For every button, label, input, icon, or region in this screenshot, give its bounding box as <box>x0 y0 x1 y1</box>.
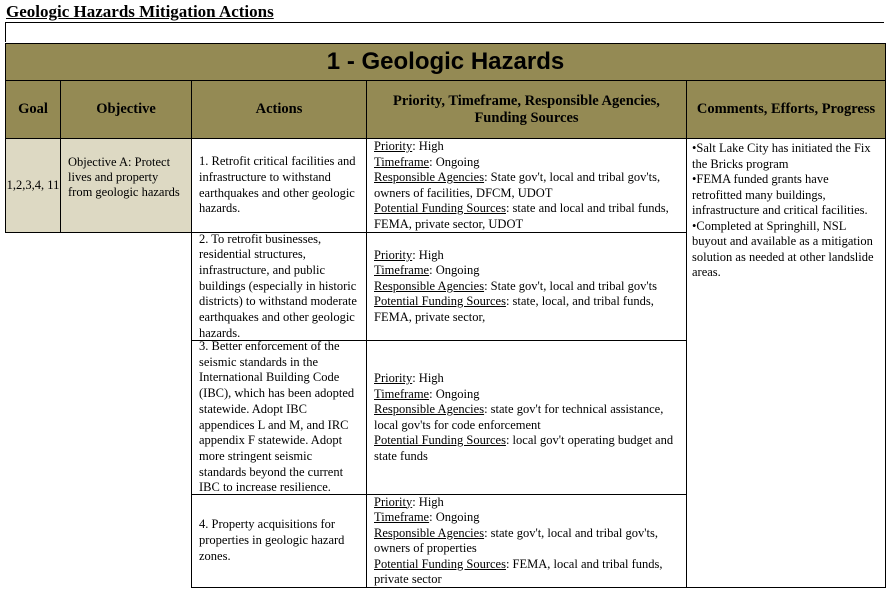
funding-value: : local gov't operating budget and state funds <box>374 433 674 463</box>
funding-value: : state and local and tribal funds, FEMA, private sector, UDOT <box>374 201 669 231</box>
funding-value: : FEMA, local and tribal funds, private sector <box>374 556 663 586</box>
header-priority: Priority, Timeframe, Responsible Agencies, Funding Sources <box>366 80 687 139</box>
action-cell: 4. Property acquisitions for properties in geologic hazard zones. <box>191 494 367 588</box>
priority-value: : High <box>412 139 444 153</box>
priority-value: : High <box>412 247 444 262</box>
section-banner: 1 - Geologic Hazards <box>5 43 886 81</box>
timeframe-value: : Ongoing <box>429 510 480 524</box>
priority-value: : High <box>412 371 444 385</box>
priority-label: Priority <box>374 247 413 262</box>
priority-cell <box>366 232 687 341</box>
agencies-label: Responsible Agencies <box>374 525 485 540</box>
agencies-label: Responsible Agencies <box>374 278 485 293</box>
comments-cell <box>686 138 886 588</box>
comment-item: •Salt Lake City has initiated the Fix the Bricks program <box>692 141 871 171</box>
agencies-value: : State gov't, local and tribal gov'ts <box>484 278 657 293</box>
agencies-value: : state gov't for technical assistance, local gov'ts for code enforcement <box>374 402 664 432</box>
header-goal: Goal <box>5 80 61 139</box>
funding-label: Potential Funding Sources <box>374 433 506 447</box>
action-cell: 3. Better enforcement of the seismic standards in the International Building Code (IBC), which has been adopted statewide. Adopt IBC appendices L and M, and IRC appendix F statewide. Adopt more stringent seismic standards beyond the current IBC to increase resilience. <box>191 340 367 495</box>
funding-value: : state, local, and tribal funds, FEMA, private sector, <box>374 294 654 324</box>
priority-label: Priority <box>374 494 413 509</box>
funding-label: Potential Funding Sources <box>374 294 506 309</box>
action-cell: 2. To retrofit businesses, residential structures, infrastructure, and public buildings (especially in historic districts) to withstand moderate earthquakes and other geologic hazards. <box>191 232 367 341</box>
funding-label: Potential Funding Sources <box>374 556 506 571</box>
timeframe-value: : Ongoing <box>429 386 480 401</box>
goal-cell: 1,2,3,4, 11 <box>5 138 61 233</box>
objective-cell: Objective A: Protect lives and property from geologic hazards <box>60 138 192 233</box>
action-cell: 1. Retrofit critical facilities and infrastructure to withstand earthquakes and other geologic hazards. <box>191 138 367 233</box>
header-comments: Comments, Efforts, Progress <box>686 80 886 139</box>
funding-label: Potential Funding Sources <box>374 201 506 215</box>
timeframe-label: Timeframe <box>374 510 430 524</box>
timeframe-label: Timeframe <box>374 154 430 169</box>
timeframe-value: : Ongoing <box>429 263 480 278</box>
timeframe-label: Timeframe <box>374 263 430 278</box>
agencies-value: : State gov't, local and tribal gov'ts, owners of facilities, DFCM, UDOT <box>374 170 661 200</box>
timeframe-label: Timeframe <box>374 386 430 401</box>
priority-cell <box>366 138 687 233</box>
header-actions: Actions <box>191 80 367 139</box>
agencies-value: : state gov't, local and tribal gov'ts, owners of properties <box>374 525 658 555</box>
priority-cell <box>366 494 687 588</box>
agencies-label: Responsible Agencies <box>374 170 485 184</box>
header-objective: Objective <box>60 80 192 139</box>
comment-item: •FEMA funded grants have retrofitted many buildings, infrastructure and critical facilities. <box>692 172 868 217</box>
priority-value: : High <box>412 494 444 509</box>
comment-item: •Completed at Springhill, NSL buyout and available as a mitigation solution as needed at other landslide areas. <box>692 218 874 279</box>
agencies-label: Responsible Agencies <box>374 402 485 416</box>
timeframe-value: : Ongoing <box>429 154 480 169</box>
blank-row <box>5 22 884 42</box>
mitigation-table <box>5 43 886 588</box>
document-title: Geologic Hazards Mitigation Actions <box>6 2 274 21</box>
priority-label: Priority <box>374 139 413 153</box>
priority-label: Priority <box>374 371 413 385</box>
priority-cell <box>366 340 687 495</box>
